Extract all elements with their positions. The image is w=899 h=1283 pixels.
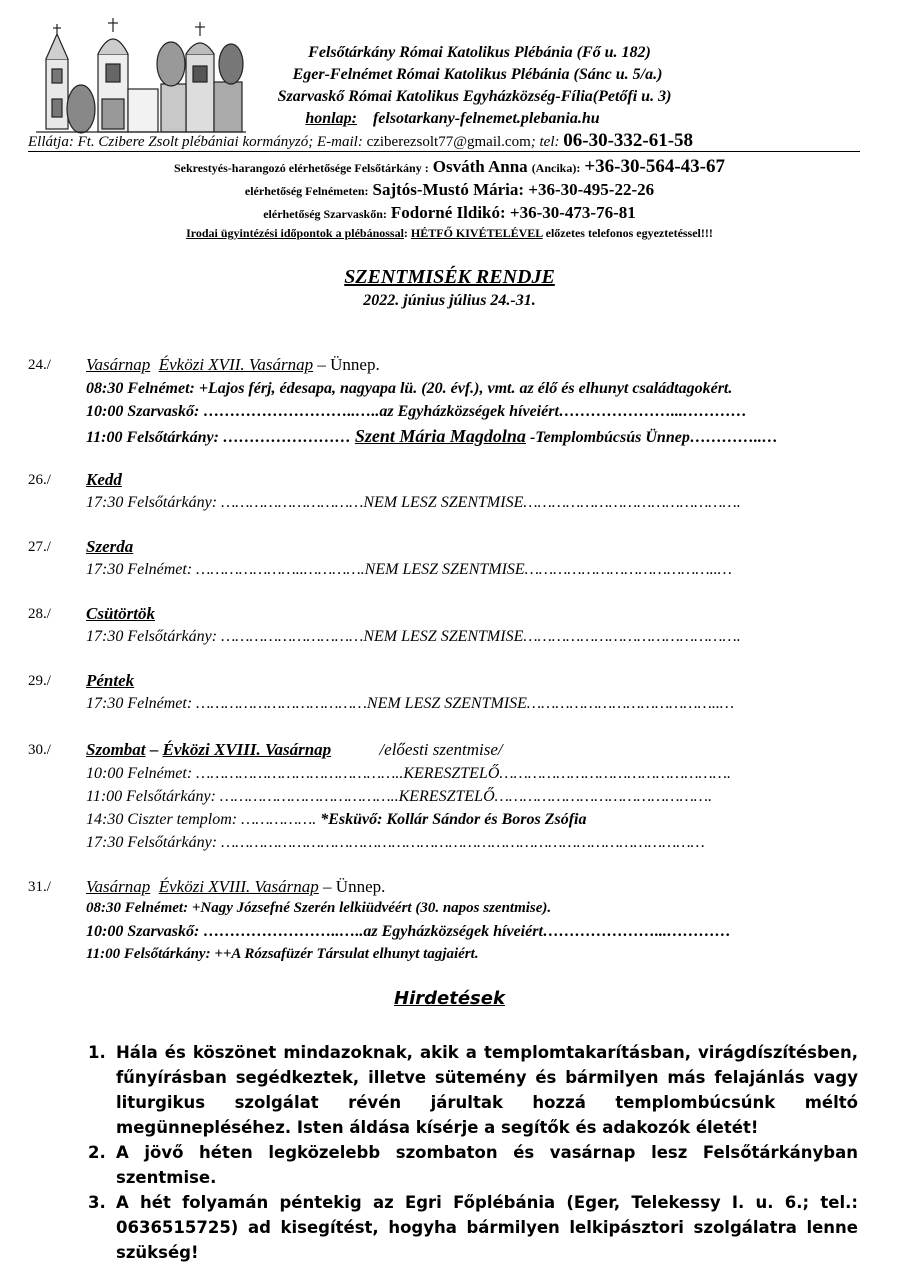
day-name: Szombat (86, 740, 146, 759)
day-name: Vasárnap (86, 877, 151, 896)
announcement-number: 3. (88, 1193, 106, 1212)
mass-row: 10:00 Szarvaskő: ………………………..…..az Egyházközségek híveiért…………………...………… (86, 403, 747, 420)
mass-row: 10:00 Szarvaskő: ……………………..…..az Egyházközségek híveiért…………………...………… (86, 923, 731, 940)
header-parish-felnemet: Eger-Felnémet Római Katolikus Plébánia (Sánc u. 5/a.) (292, 66, 663, 83)
day-number: 30./ (28, 742, 51, 758)
administrator-text: Ellátja: Ft. Czibere Zsolt plébániai kormányzó; E-mail: (28, 134, 363, 150)
mass-row: 11:00 Felsőtárkány: ………………………………..KERESZTELŐ………………………………………. (86, 788, 713, 805)
day-name: Vasárnap (86, 355, 151, 374)
szarvasko-contact (0, 203, 899, 223)
mass-row: 10:00 Felnémet: ……………………………………..KERESZTELŐ…………………………………………. (86, 765, 731, 782)
administrator-email[interactable]: cziberezsolt77@gmail.com (366, 134, 531, 150)
szarvasko-value: Fodorné Ildikó: +36-30-473-76-81 (390, 203, 636, 222)
announcement-number: 2. (88, 1143, 106, 1162)
mass-row: 17:30 Felnémet: ………………………………NEM LESZ SZENTMISE…………………………………..… (86, 695, 735, 712)
sacristan-nick: (Ancika): (531, 161, 581, 175)
day-name: Szerda (86, 537, 134, 556)
day-number: 26./ (28, 472, 51, 488)
homepage-label: honlap: (305, 110, 357, 127)
mass-time-place: 11:00 Felsőtárkány: …………………… (86, 429, 351, 446)
announcement-text: Hála és köszönet mindazoknak, akik a templomtakarításban, virágdíszítésben, fűnyírásban segédkeztek, illetve sütemény és bármilyen más felajánlás vagy liturgikus szolgálat révén járultak hozzá templombúcsúnk méltó megünnepléséhez. Isten áldása kísérje a segítők és adakozók életét! (116, 1043, 858, 1137)
announcement-item (88, 1140, 858, 1190)
day-extra: – Ünnep. (317, 355, 380, 374)
office-hours-exception: HÉTFŐ KIVÉTELÉVEL (410, 226, 543, 240)
announcements-title: Hirdetések (394, 988, 505, 1009)
tel-label: ; tel: (530, 134, 560, 150)
feast-name: Szent Mária Magdolna (354, 426, 526, 446)
sacristan-label: Sekrestyés-harangozó elérhetősége Felsőtárkány : (174, 161, 429, 175)
mass-row: 08:30 Felnémet: +Lajos férj, édesapa, nagyapa lü. (20. évf.), vmt. az élő és elhunyt családtagokért. (86, 380, 733, 397)
liturgical-day: Évközi XVII. Vasárnap (158, 355, 314, 374)
mass-row: 11:00 Felsőtárkány: ++A Rózsafüzér Társulat elhunyt tagjaiért. (86, 946, 479, 962)
mass-row: 17:30 Felsőtárkány: …………………………NEM LESZ SZENTMISE………………………………………. (86, 628, 741, 645)
day-heading (86, 740, 503, 760)
page-subtitle: 2022. június július 24.-31. (363, 292, 536, 309)
mass-row: 08:30 Felnémet: +Nagy Józsefné Szerén lelkiüdvéért (30. napos szentmise). (86, 900, 552, 916)
sacristan-phone: +36-30-564-43-67 (584, 156, 725, 177)
day-heading (86, 604, 155, 624)
mass-row: 17:30 Felsőtárkány: …………………………NEM LESZ SZENTMISE………………………………………. (86, 494, 741, 511)
mass-row (86, 811, 587, 829)
administrator-phone: 06-30-332-61-58 (563, 130, 694, 151)
day-heading (86, 671, 134, 691)
office-hours-note: előzetes telefonos egyeztetéssel!!! (545, 226, 713, 240)
announcement-text: A hét folyamán péntekig az Egri Főplébánia (Eger, Telekessy I. u. 6.; tel.: 0636515725) ad kisegítést, hogyha bármilyen lelkipásztori szolgálatra lenne szükség! (116, 1193, 858, 1262)
header-parish-felsotarkany: Felsőtárkány Római Katolikus Plébánia (Fő u. 182) (308, 44, 651, 61)
header-homepage (0, 110, 899, 128)
mass-time-place: 14:30 Ciszter templom: ……………. (86, 811, 317, 828)
day-heading (86, 877, 385, 897)
day-extra: /előesti szentmise/ (379, 740, 503, 759)
announcement-text: A jövő héten legközelebb szombaton és vasárnap lesz Felsőtárkányban szentmise. (116, 1143, 858, 1187)
announcements-list (88, 1040, 858, 1265)
mass-row: 17:30 Felnémet: …………………..………….NEM LESZ SZENTMISE…………………………………..… (86, 561, 732, 578)
announcement-item (88, 1040, 858, 1140)
sacristan-contact (0, 156, 899, 178)
day-dash: – (149, 740, 159, 759)
day-number: 31./ (28, 879, 51, 895)
felnemet-value: Sajtós-Mustó Mária: +36-30-495-22-26 (372, 180, 655, 199)
office-hours (0, 226, 899, 241)
homepage-link[interactable]: felsotarkany-felnemet.plebania.hu (372, 110, 600, 127)
day-heading (86, 355, 380, 375)
feast-note: -Templombúcsús Ünnep…………..… (529, 429, 778, 446)
office-hours-label: Irodai ügyintézési időpontok a plébánossal (186, 226, 404, 240)
wedding-note: *Esküvő: Kollár Sándor és Boros Zsófia (320, 811, 587, 828)
liturgical-day: Évközi XVIII. Vasárnap (158, 877, 319, 896)
announcement-item (88, 1190, 858, 1265)
mass-row: 17:30 Felsőtárkány: ………………………………………………………………………………………… (86, 834, 705, 851)
announcement-number: 1. (88, 1043, 106, 1062)
office-hours-colon: : (403, 226, 408, 240)
header-divider (28, 151, 860, 152)
day-number: 29./ (28, 673, 51, 689)
szarvasko-label: elérhetőség Szarvaskőn: (263, 207, 387, 221)
header-parish-szarvasko: Szarvaskő Római Katolikus Egyházközség-Fília(Petőfi u. 3) (277, 88, 672, 105)
day-extra: – Ünnep. (323, 877, 386, 896)
felnemet-contact (0, 180, 899, 200)
sacristan-name: Osváth Anna (432, 157, 528, 176)
liturgical-day: Évközi XVIII. Vasárnap (162, 740, 332, 759)
day-name: Kedd (86, 470, 122, 489)
page-title: SZENTMISÉK RENDJE (344, 266, 555, 288)
day-number: 28./ (28, 606, 51, 622)
day-heading (86, 537, 133, 557)
day-name: Csütörtök (86, 604, 155, 623)
day-number: 27./ (28, 539, 51, 555)
mass-row (86, 426, 778, 447)
felnemet-label: elérhetőség Felnémeten: (244, 184, 369, 198)
day-number: 24./ (28, 357, 51, 373)
administrator-line (28, 130, 693, 152)
day-heading (86, 470, 122, 490)
day-name: Péntek (86, 671, 135, 690)
